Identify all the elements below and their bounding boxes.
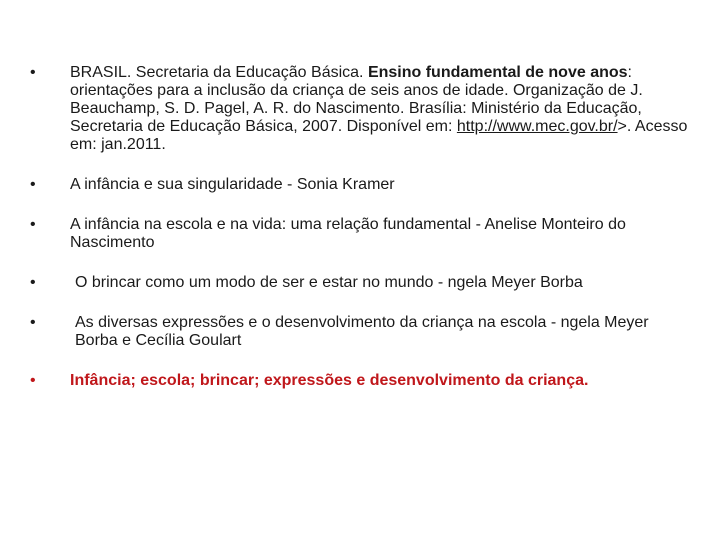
- reference-item-brasil: [30, 64, 690, 154]
- reference-item-kramer: [30, 176, 690, 194]
- bullet-icon: •: [30, 64, 36, 81]
- reference-item-borba: [30, 274, 690, 292]
- reference-text: As diversas expressões e o desenvolvimento da criança na escola - ngela Meyer Borba e Cecília Goulart: [75, 314, 649, 349]
- reference-item-borba-goulart: [30, 314, 690, 350]
- reference-item-nascimento: [30, 216, 690, 252]
- mec-link[interactable]: http://www.mec.gov.br/: [456, 118, 618, 135]
- reference-text: O brincar como um modo de ser e estar no mundo - ngela Meyer Borba: [75, 274, 583, 291]
- bullet-icon: •: [30, 314, 36, 331]
- bullet-icon: •: [30, 216, 36, 233]
- reference-text: BRASIL. Secretaria da Educação Básica. Ensino fundamental de nove anos: orientações para a inclusão da criança de seis anos de idade. Organização de J. Beauchamp, S. D. Pagel, A. R. do Nascimento. Brasília: Ministério da Educação, Secretaria de Educação Básica, 2007. Disponível em: http://www.mec.gov.br/>. Acesso em: jan.2011.: [70, 64, 688, 153]
- keywords-item: [30, 372, 690, 390]
- reference-text: A infância na escola e na vida: uma relação fundamental - Anelise Monteiro do Nascimento: [70, 216, 626, 251]
- bullet-icon: •: [30, 372, 36, 389]
- bullet-icon: •: [30, 274, 36, 291]
- reference-title: Ensino fundamental de nove anos: [367, 64, 628, 81]
- keywords-text: Infância; escola; brincar; expressões e desenvolvimento da criança.: [70, 372, 589, 389]
- bullet-icon: •: [30, 176, 36, 193]
- reference-text: A infância e sua singularidade - Sonia Kramer: [70, 176, 395, 193]
- reference-list: [30, 64, 690, 412]
